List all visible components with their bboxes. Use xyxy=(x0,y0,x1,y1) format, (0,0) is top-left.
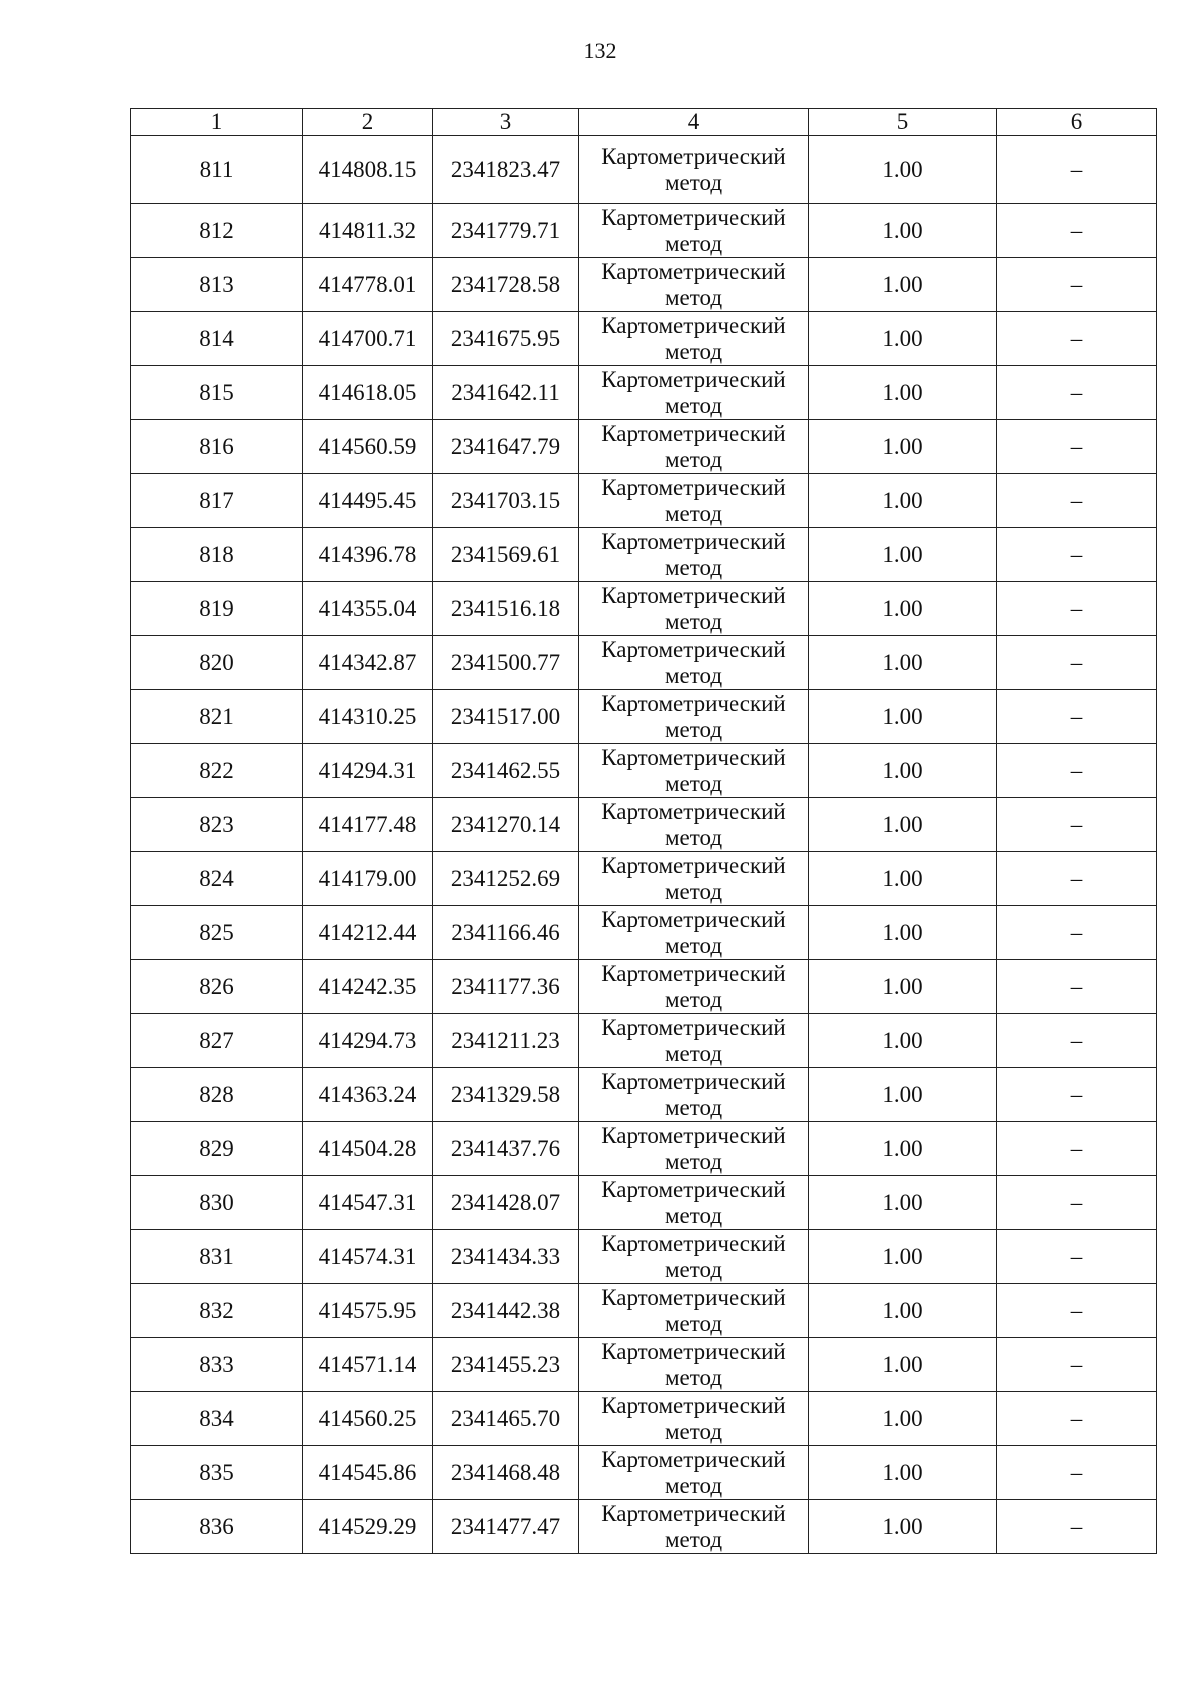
accuracy-cell: 1.00 xyxy=(809,690,997,744)
method-cell xyxy=(579,1068,809,1122)
point-number-cell: 832 xyxy=(131,1284,303,1338)
y-coordinate-cell: 2341477.47 xyxy=(433,1500,579,1554)
method-cell xyxy=(579,258,809,312)
point-number-cell: 824 xyxy=(131,852,303,906)
y-coordinate-cell: 2341428.07 xyxy=(433,1176,579,1230)
point-number-cell: 817 xyxy=(131,474,303,528)
method-line-1: Картометрический xyxy=(601,258,786,284)
accuracy-cell: 1.00 xyxy=(809,582,997,636)
accuracy-cell: 1.00 xyxy=(809,852,997,906)
method-line-2: метод xyxy=(664,169,723,195)
method-line-1: Картометрический xyxy=(601,1176,786,1202)
method-line-1: Картометрический xyxy=(601,1230,786,1256)
note-cell: – xyxy=(997,366,1157,420)
x-coordinate-cell: 414342.87 xyxy=(303,636,433,690)
method-line-2: метод xyxy=(664,608,723,634)
table-row xyxy=(131,136,1157,204)
note-cell: – xyxy=(997,906,1157,960)
table-row xyxy=(131,1176,1157,1230)
note-cell: – xyxy=(997,1014,1157,1068)
method-line-2: метод xyxy=(664,1364,723,1390)
method-line-2: метод xyxy=(664,392,723,418)
note-cell: – xyxy=(997,1176,1157,1230)
method-line-1: Картометрический xyxy=(601,1500,786,1526)
column-header-5: 5 xyxy=(809,109,997,136)
method-line-1: Картометрический xyxy=(601,1284,786,1310)
note-cell: – xyxy=(997,204,1157,258)
method-line-1: Картометрический xyxy=(601,528,786,554)
x-coordinate-cell: 414545.86 xyxy=(303,1446,433,1500)
x-coordinate-cell: 414808.15 xyxy=(303,136,433,204)
method-cell xyxy=(579,1122,809,1176)
note-cell: – xyxy=(997,1392,1157,1446)
page-number: 132 xyxy=(583,38,617,63)
y-coordinate-cell: 2341329.58 xyxy=(433,1068,579,1122)
table-row xyxy=(131,1446,1157,1500)
method-line-2: метод xyxy=(664,1148,723,1174)
y-coordinate-cell: 2341270.14 xyxy=(433,798,579,852)
method-line-2: метод xyxy=(664,338,723,364)
table-row xyxy=(131,366,1157,420)
point-number-cell: 835 xyxy=(131,1446,303,1500)
note-cell: – xyxy=(997,744,1157,798)
table-row xyxy=(131,690,1157,744)
x-coordinate-cell: 414778.01 xyxy=(303,258,433,312)
method-line-1: Картометрический xyxy=(601,1392,786,1418)
x-coordinate-cell: 414179.00 xyxy=(303,852,433,906)
point-number-cell: 831 xyxy=(131,1230,303,1284)
x-coordinate-cell: 414363.24 xyxy=(303,1068,433,1122)
accuracy-cell: 1.00 xyxy=(809,906,997,960)
note-cell: – xyxy=(997,1446,1157,1500)
x-coordinate-cell: 414811.32 xyxy=(303,204,433,258)
x-coordinate-cell: 414355.04 xyxy=(303,582,433,636)
x-coordinate-cell: 414571.14 xyxy=(303,1338,433,1392)
table-row xyxy=(131,582,1157,636)
note-cell: – xyxy=(997,636,1157,690)
x-coordinate-cell: 414294.73 xyxy=(303,1014,433,1068)
method-line-1: Картометрический xyxy=(601,366,786,392)
method-line-1: Картометрический xyxy=(601,1014,786,1040)
table-row xyxy=(131,1284,1157,1338)
point-number-cell: 823 xyxy=(131,798,303,852)
method-line-2: метод xyxy=(664,284,723,310)
accuracy-cell: 1.00 xyxy=(809,744,997,798)
x-coordinate-cell: 414495.45 xyxy=(303,474,433,528)
accuracy-cell: 1.00 xyxy=(809,1446,997,1500)
method-cell xyxy=(579,474,809,528)
y-coordinate-cell: 2341517.00 xyxy=(433,690,579,744)
y-coordinate-cell: 2341437.76 xyxy=(433,1122,579,1176)
method-line-1: Картометрический xyxy=(601,1122,786,1148)
x-coordinate-cell: 414547.31 xyxy=(303,1176,433,1230)
column-header-2: 2 xyxy=(303,109,433,136)
method-cell xyxy=(579,1230,809,1284)
point-number-cell: 819 xyxy=(131,582,303,636)
table-row xyxy=(131,636,1157,690)
note-cell: – xyxy=(997,312,1157,366)
accuracy-cell: 1.00 xyxy=(809,1176,997,1230)
column-header-1: 1 xyxy=(131,109,303,136)
method-cell xyxy=(579,906,809,960)
method-cell xyxy=(579,1284,809,1338)
x-coordinate-cell: 414310.25 xyxy=(303,690,433,744)
point-number-cell: 820 xyxy=(131,636,303,690)
note-cell: – xyxy=(997,1230,1157,1284)
y-coordinate-cell: 2341434.33 xyxy=(433,1230,579,1284)
method-line-2: метод xyxy=(664,1526,723,1552)
note-cell: – xyxy=(997,582,1157,636)
method-cell xyxy=(579,1500,809,1554)
method-line-1: Картометрический xyxy=(601,960,786,986)
x-coordinate-cell: 414396.78 xyxy=(303,528,433,582)
accuracy-cell: 1.00 xyxy=(809,1122,997,1176)
table-row xyxy=(131,852,1157,906)
table-row xyxy=(131,798,1157,852)
y-coordinate-cell: 2341642.11 xyxy=(433,366,579,420)
method-line-1: Картометрический xyxy=(601,420,786,446)
point-number-cell: 829 xyxy=(131,1122,303,1176)
method-line-1: Картометрический xyxy=(601,636,786,662)
y-coordinate-cell: 2341455.23 xyxy=(433,1338,579,1392)
note-cell: – xyxy=(997,852,1157,906)
y-coordinate-cell: 2341462.55 xyxy=(433,744,579,798)
point-number-cell: 822 xyxy=(131,744,303,798)
point-number-cell: 825 xyxy=(131,906,303,960)
method-line-1: Картометрический xyxy=(601,852,786,878)
table-row xyxy=(131,1014,1157,1068)
method-cell xyxy=(579,312,809,366)
method-cell xyxy=(579,960,809,1014)
table-row xyxy=(131,474,1157,528)
point-number-cell: 836 xyxy=(131,1500,303,1554)
x-coordinate-cell: 414575.95 xyxy=(303,1284,433,1338)
method-line-1: Картометрический xyxy=(601,1068,786,1094)
method-line-1: Картометрический xyxy=(601,312,786,338)
y-coordinate-cell: 2341500.77 xyxy=(433,636,579,690)
note-cell: – xyxy=(997,474,1157,528)
table-row xyxy=(131,960,1157,1014)
method-line-1: Картометрический xyxy=(601,798,786,824)
method-line-2: метод xyxy=(664,230,723,256)
method-line-2: метод xyxy=(664,1256,723,1282)
point-number-cell: 828 xyxy=(131,1068,303,1122)
table-row xyxy=(131,744,1157,798)
note-cell: – xyxy=(997,798,1157,852)
method-line-2: метод xyxy=(664,554,723,580)
header-row xyxy=(131,109,1157,136)
table-row xyxy=(131,1392,1157,1446)
y-coordinate-cell: 2341703.15 xyxy=(433,474,579,528)
accuracy-cell: 1.00 xyxy=(809,1392,997,1446)
method-cell xyxy=(579,798,809,852)
accuracy-cell: 1.00 xyxy=(809,636,997,690)
accuracy-cell: 1.00 xyxy=(809,204,997,258)
table-row xyxy=(131,1068,1157,1122)
method-cell xyxy=(579,690,809,744)
x-coordinate-cell: 414700.71 xyxy=(303,312,433,366)
method-line-1: Картометрический xyxy=(601,204,786,230)
table-row xyxy=(131,1338,1157,1392)
accuracy-cell: 1.00 xyxy=(809,136,997,204)
x-coordinate-cell: 414618.05 xyxy=(303,366,433,420)
method-line-2: метод xyxy=(664,824,723,850)
coordinates-table xyxy=(130,108,1157,1554)
method-line-1: Картометрический xyxy=(601,1338,786,1364)
method-line-1: Картометрический xyxy=(601,744,786,770)
method-cell xyxy=(579,420,809,474)
column-header-4: 4 xyxy=(579,109,809,136)
method-cell xyxy=(579,636,809,690)
method-line-2: метод xyxy=(664,1472,723,1498)
y-coordinate-cell: 2341211.23 xyxy=(433,1014,579,1068)
method-line-2: метод xyxy=(664,1418,723,1444)
table-row xyxy=(131,204,1157,258)
point-number-cell: 818 xyxy=(131,528,303,582)
table-body xyxy=(131,136,1157,1554)
y-coordinate-cell: 2341177.36 xyxy=(433,960,579,1014)
method-line-1: Картометрический xyxy=(601,690,786,716)
accuracy-cell: 1.00 xyxy=(809,1284,997,1338)
note-cell: – xyxy=(997,136,1157,204)
method-cell xyxy=(579,1176,809,1230)
x-coordinate-cell: 414529.29 xyxy=(303,1500,433,1554)
table-row xyxy=(131,528,1157,582)
method-cell xyxy=(579,366,809,420)
y-coordinate-cell: 2341569.61 xyxy=(433,528,579,582)
x-coordinate-cell: 414212.44 xyxy=(303,906,433,960)
method-line-1: Картометрический xyxy=(601,1446,786,1472)
method-cell xyxy=(579,1446,809,1500)
y-coordinate-cell: 2341465.70 xyxy=(433,1392,579,1446)
note-cell: – xyxy=(997,1500,1157,1554)
note-cell: – xyxy=(997,690,1157,744)
table-header xyxy=(131,109,1157,136)
method-line-2: метод xyxy=(664,932,723,958)
point-number-cell: 834 xyxy=(131,1392,303,1446)
point-number-cell: 816 xyxy=(131,420,303,474)
note-cell: – xyxy=(997,1122,1157,1176)
method-line-2: метод xyxy=(664,1310,723,1336)
method-line-2: метод xyxy=(664,662,723,688)
note-cell: – xyxy=(997,1284,1157,1338)
note-cell: – xyxy=(997,1068,1157,1122)
method-cell xyxy=(579,1392,809,1446)
accuracy-cell: 1.00 xyxy=(809,1338,997,1392)
y-coordinate-cell: 2341823.47 xyxy=(433,136,579,204)
method-line-2: метод xyxy=(664,1094,723,1120)
method-line-1: Картометрический xyxy=(601,474,786,500)
point-number-cell: 811 xyxy=(131,136,303,204)
x-coordinate-cell: 414294.31 xyxy=(303,744,433,798)
accuracy-cell: 1.00 xyxy=(809,366,997,420)
method-line-2: метод xyxy=(664,986,723,1012)
point-number-cell: 826 xyxy=(131,960,303,1014)
method-line-2: метод xyxy=(664,446,723,472)
y-coordinate-cell: 2341675.95 xyxy=(433,312,579,366)
method-cell xyxy=(579,744,809,798)
table-row xyxy=(131,1500,1157,1554)
accuracy-cell: 1.00 xyxy=(809,474,997,528)
y-coordinate-cell: 2341166.46 xyxy=(433,906,579,960)
point-number-cell: 821 xyxy=(131,690,303,744)
table-row xyxy=(131,258,1157,312)
note-cell: – xyxy=(997,258,1157,312)
table-row xyxy=(131,906,1157,960)
table-row xyxy=(131,1230,1157,1284)
y-coordinate-cell: 2341516.18 xyxy=(433,582,579,636)
accuracy-cell: 1.00 xyxy=(809,1068,997,1122)
method-line-2: метод xyxy=(664,1040,723,1066)
note-cell: – xyxy=(997,420,1157,474)
method-cell xyxy=(579,1014,809,1068)
note-cell: – xyxy=(997,960,1157,1014)
table-row xyxy=(131,1122,1157,1176)
point-number-cell: 814 xyxy=(131,312,303,366)
table-row xyxy=(131,420,1157,474)
point-number-cell: 813 xyxy=(131,258,303,312)
x-coordinate-cell: 414574.31 xyxy=(303,1230,433,1284)
y-coordinate-cell: 2341779.71 xyxy=(433,204,579,258)
y-coordinate-cell: 2341647.79 xyxy=(433,420,579,474)
method-line-2: метод xyxy=(664,878,723,904)
point-number-cell: 827 xyxy=(131,1014,303,1068)
accuracy-cell: 1.00 xyxy=(809,1014,997,1068)
y-coordinate-cell: 2341252.69 xyxy=(433,852,579,906)
method-line-1: Картометрический xyxy=(601,582,786,608)
table-row xyxy=(131,312,1157,366)
accuracy-cell: 1.00 xyxy=(809,798,997,852)
method-line-2: метод xyxy=(664,500,723,526)
accuracy-cell: 1.00 xyxy=(809,420,997,474)
method-cell xyxy=(579,136,809,204)
method-cell xyxy=(579,582,809,636)
method-cell xyxy=(579,1338,809,1392)
point-number-cell: 812 xyxy=(131,204,303,258)
method-line-2: метод xyxy=(664,716,723,742)
method-line-1: Картометрический xyxy=(601,143,786,169)
note-cell: – xyxy=(997,1338,1157,1392)
accuracy-cell: 1.00 xyxy=(809,528,997,582)
method-line-1: Картометрический xyxy=(601,906,786,932)
y-coordinate-cell: 2341442.38 xyxy=(433,1284,579,1338)
column-header-6: 6 xyxy=(997,109,1157,136)
x-coordinate-cell: 414242.35 xyxy=(303,960,433,1014)
accuracy-cell: 1.00 xyxy=(809,312,997,366)
note-cell: – xyxy=(997,528,1157,582)
point-number-cell: 815 xyxy=(131,366,303,420)
method-line-2: метод xyxy=(664,770,723,796)
point-number-cell: 833 xyxy=(131,1338,303,1392)
method-cell xyxy=(579,204,809,258)
accuracy-cell: 1.00 xyxy=(809,1230,997,1284)
x-coordinate-cell: 414177.48 xyxy=(303,798,433,852)
method-line-2: метод xyxy=(664,1202,723,1228)
x-coordinate-cell: 414560.25 xyxy=(303,1392,433,1446)
method-cell xyxy=(579,852,809,906)
accuracy-cell: 1.00 xyxy=(809,960,997,1014)
x-coordinate-cell: 414560.59 xyxy=(303,420,433,474)
method-cell xyxy=(579,528,809,582)
point-number-cell: 830 xyxy=(131,1176,303,1230)
accuracy-cell: 1.00 xyxy=(809,258,997,312)
x-coordinate-cell: 414504.28 xyxy=(303,1122,433,1176)
column-header-3: 3 xyxy=(433,109,579,136)
accuracy-cell: 1.00 xyxy=(809,1500,997,1554)
y-coordinate-cell: 2341468.48 xyxy=(433,1446,579,1500)
y-coordinate-cell: 2341728.58 xyxy=(433,258,579,312)
